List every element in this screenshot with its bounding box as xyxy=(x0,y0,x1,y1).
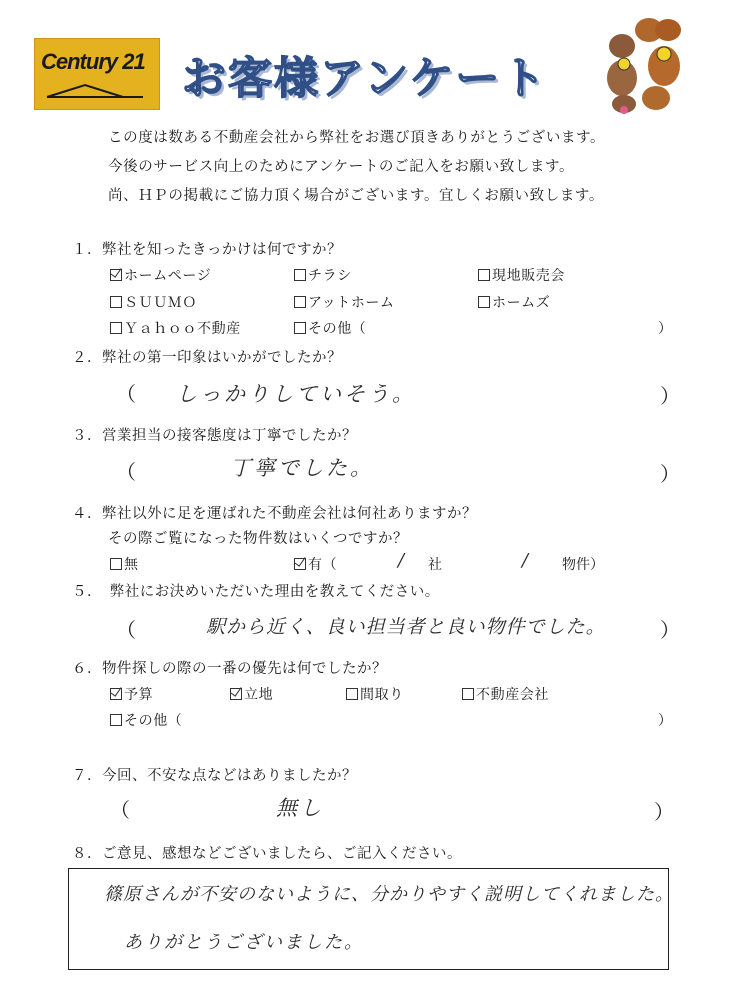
q1-question: １．弊社を知ったきっかけは何ですか？ xyxy=(72,242,342,258)
option-label: 有（ xyxy=(308,557,338,573)
q1-option-athome[interactable] xyxy=(294,292,395,312)
option-label: 予算 xyxy=(124,687,154,703)
option-label: その他（ xyxy=(124,713,183,729)
option-label: 間取り xyxy=(360,687,404,703)
q8-question: ８．ご意見、感想などございましたら、ご記入ください。 xyxy=(72,846,462,862)
option-label: 立地 xyxy=(244,687,274,703)
q4-question: ４．弊社以外に足を運ばれた不動産会社は何社ありますか？ xyxy=(72,506,477,522)
checkbox[interactable] xyxy=(294,322,306,334)
checkbox[interactable] xyxy=(110,322,122,334)
q7-answer: 無し xyxy=(276,796,324,820)
checkbox[interactable] xyxy=(110,714,122,726)
checkbox[interactable] xyxy=(294,296,306,308)
q8-answer-line-2: ありがとうございました。 xyxy=(124,932,364,953)
option-label: 不動産会社 xyxy=(476,687,549,703)
option-label: ホームズ xyxy=(492,295,551,311)
option-label: ホームページ xyxy=(124,268,212,284)
checkbox[interactable] xyxy=(294,269,306,281)
logo-text: Century 21 xyxy=(41,49,145,74)
q6-option-location[interactable] xyxy=(230,684,273,704)
q1-option-other[interactable] xyxy=(294,318,366,338)
dog-mascots-illustration xyxy=(594,6,694,114)
checkbox[interactable] xyxy=(110,558,122,570)
q5-question: ５． 弊社にお決めいただいた理由を教えてください。 xyxy=(72,584,440,600)
checkbox-checked[interactable] xyxy=(230,688,242,700)
q5-open-paren: （ xyxy=(116,618,136,642)
q7-open-paren: （ xyxy=(110,798,130,822)
q3-close-paren: ） xyxy=(660,462,680,486)
q2-close-paren: ） xyxy=(660,384,680,408)
q6-option-budget[interactable] xyxy=(110,684,153,704)
q1-option-yahoo[interactable] xyxy=(110,318,241,338)
q7-close-paren: ） xyxy=(654,800,674,824)
q1-option-open-house[interactable] xyxy=(478,265,565,285)
q6-option-floor-plan[interactable] xyxy=(346,684,404,704)
q5-close-paren: ） xyxy=(660,618,680,642)
q4-property-unit: 物件） xyxy=(562,557,604,573)
q1-option-homes[interactable] xyxy=(478,292,550,312)
intro-line-2: 今後のサービス向上のためにアンケートのご記入をお願い致します。 xyxy=(108,159,575,175)
q2-open-paren: （ xyxy=(116,382,136,406)
option-label: その他（ xyxy=(308,321,367,337)
checkbox-checked[interactable] xyxy=(110,269,122,281)
checkbox[interactable] xyxy=(462,688,474,700)
q4-slash-2: / xyxy=(522,550,531,571)
q3-answer: 丁寧でした。 xyxy=(230,456,374,480)
q4-option-none[interactable] xyxy=(110,554,139,574)
option-label: 無 xyxy=(124,557,139,573)
q2-question: ２．弊社の第一印象はいかがでしたか？ xyxy=(72,350,342,366)
q4-sub-question: その際ご覧になった物件数はいくつですか？ xyxy=(108,531,408,547)
q4-option-yes[interactable] xyxy=(294,554,337,574)
option-label: 現地販売会 xyxy=(492,268,565,284)
century21-logo xyxy=(34,38,160,110)
checkbox[interactable] xyxy=(478,296,490,308)
q3-open-paren: （ xyxy=(116,460,136,484)
checkbox[interactable] xyxy=(478,269,490,281)
q1-close-paren: ） xyxy=(658,321,672,337)
q1-option-flyer[interactable] xyxy=(294,265,352,285)
q6-option-agency[interactable] xyxy=(462,684,549,704)
q6-close-paren: ） xyxy=(658,713,672,729)
checkbox[interactable] xyxy=(110,296,122,308)
q1-option-homepage[interactable] xyxy=(110,265,211,285)
q2-answer: しっかりしていそう。 xyxy=(176,382,416,406)
q8-answer-line-1: 篠原さんが不安のないように、分かりやすく説明してくれました。 xyxy=(104,884,674,905)
checkbox-checked[interactable] xyxy=(110,688,122,700)
house-roof-icon xyxy=(45,79,149,101)
option-label: ＳＵＵＭＯ xyxy=(124,295,197,311)
intro-line-3: 尚、ＨＰの掲載にご協力頂く場合がございます。宜しくお願い致します。 xyxy=(108,188,604,204)
page-title: お客様アンケート xyxy=(182,53,548,104)
option-label: チラシ xyxy=(308,268,352,284)
q1-option-suumo[interactable] xyxy=(110,292,197,312)
q4-slash-1: / xyxy=(398,550,407,571)
checkbox[interactable] xyxy=(346,688,358,700)
checkbox-checked[interactable] xyxy=(294,558,306,570)
q3-question: ３．営業担当の接客態度は丁寧でしたか？ xyxy=(72,428,357,444)
intro-line-1: この度は数ある不動産会社から弊社をお選び頂きありがとうございます。 xyxy=(108,130,606,146)
option-label: アットホーム xyxy=(308,295,395,311)
q5-answer: 駅から近く、良い担当者と良い物件でした。 xyxy=(206,616,606,638)
q7-question: ７．今回、不安な点などはありましたか？ xyxy=(72,768,357,784)
q6-question: ６．物件探しの際の一番の優先は何でしたか？ xyxy=(72,661,387,677)
q4-company-unit: 社 xyxy=(428,557,442,573)
q6-option-other[interactable] xyxy=(110,710,182,730)
option-label: Ｙａｈｏｏ不動産 xyxy=(124,321,241,337)
